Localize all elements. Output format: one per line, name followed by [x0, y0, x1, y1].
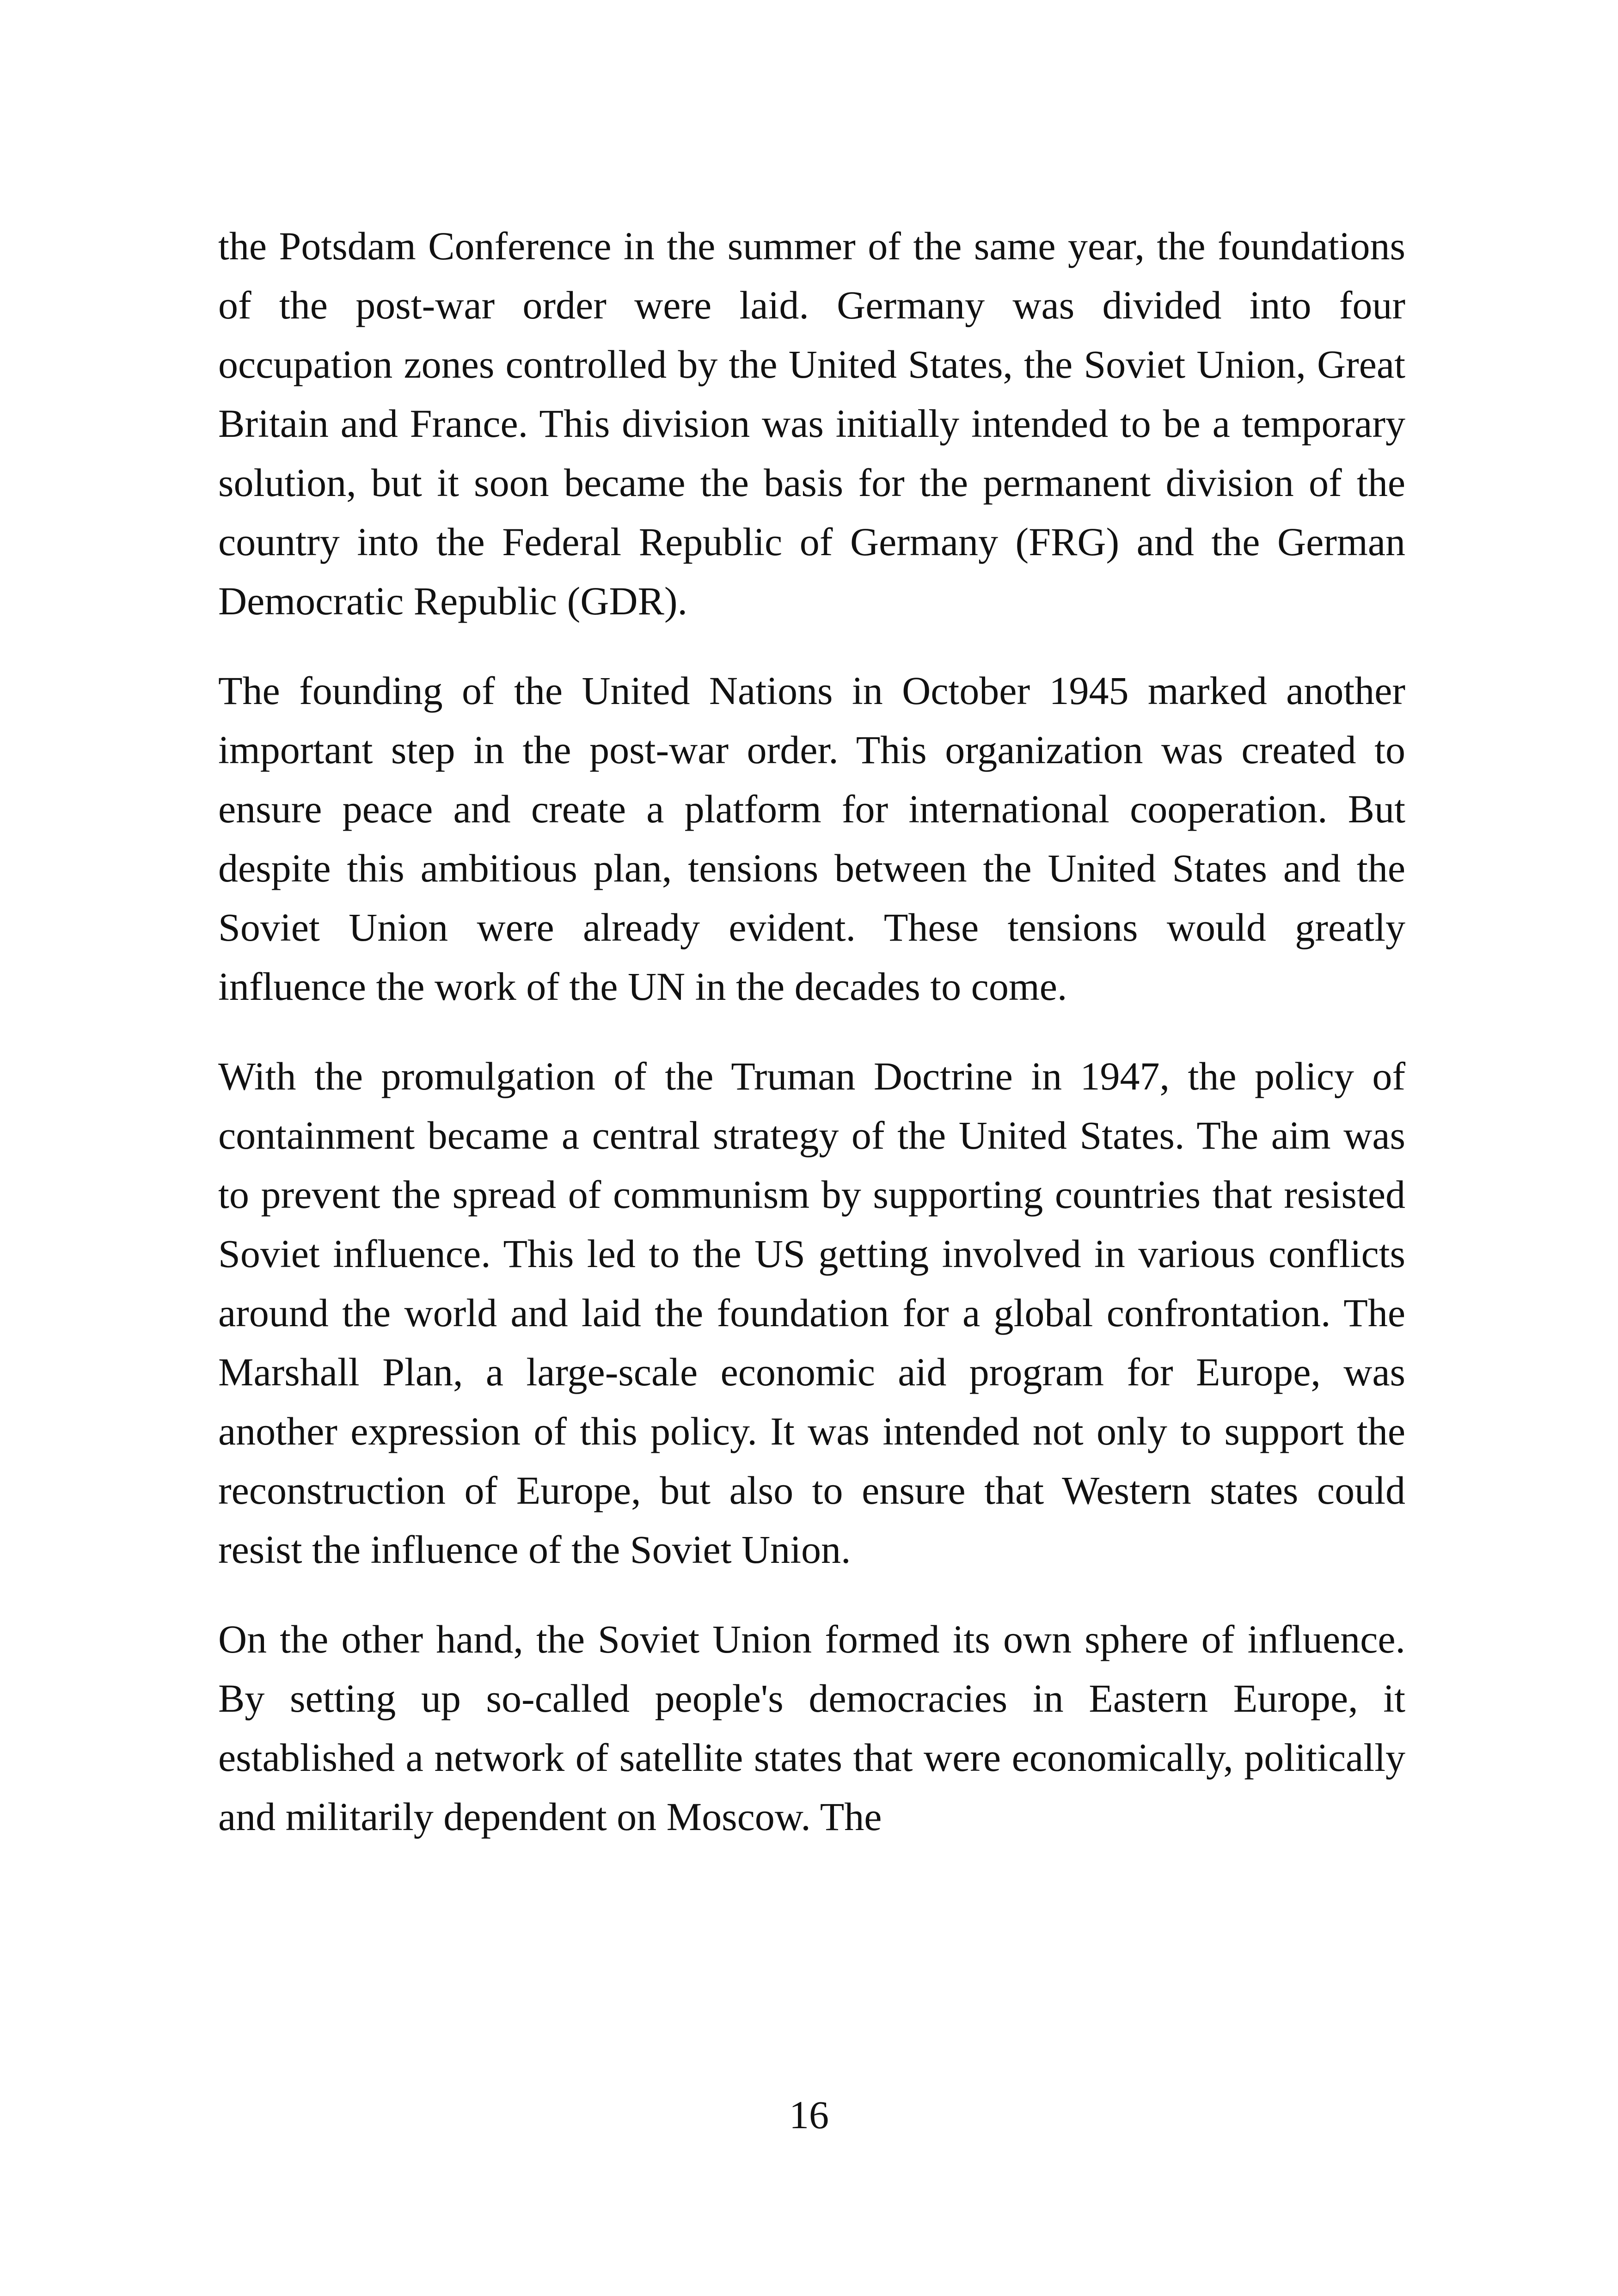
body-text	[218, 216, 1405, 1846]
paragraph-united-nations: The founding of the United Nations in October 1945 marked another important step in the post-war order. This organization was created to ensure peace and create a platform for international cooperation. But despite this ambitious plan, tensions between the United States and the Soviet Union were already evident. These tensions would greatly influence the work of the UN in the decades to come.	[218, 668, 1405, 1009]
page-number: 16	[789, 2093, 829, 2137]
paragraph-potsdam: the Potsdam Conference in the summer of the same year, the foundations of the post-war order were laid. Germany was divided into four occupation zones controlled by the United States, the Soviet Union, Great Britain and France. This division was initially intended to be a temporary solution, but it soon became the basis for the permanent division of the country into the Federal Republic of Germany (FRG) and the German Democratic Republic (GDR).	[218, 224, 1405, 623]
paragraph-soviet-sphere: On the other hand, the Soviet Union formed its own sphere of influence. By setting up so-called people's democracies in Eastern Europe, it established a network of satellite states that were economically, politically and militarily dependent on Moscow. The	[218, 1617, 1405, 1839]
paragraph-truman-doctrine: With the promulgation of the Truman Doctrine in 1947, the policy of containment became a central strategy of the United States. The aim was to prevent the spread of communism by supporting countries that resisted Soviet influence. This led to the US getting involved in various conflicts around the world and laid the foundation for a global confrontation. The Marshall Plan, a large-scale economic aid program for Europe, was another expression of this policy. It was intended not only to support the reconstruction of Europe, but also to ensure that Western states could resist the influence of the Soviet Union.	[218, 1054, 1405, 1572]
